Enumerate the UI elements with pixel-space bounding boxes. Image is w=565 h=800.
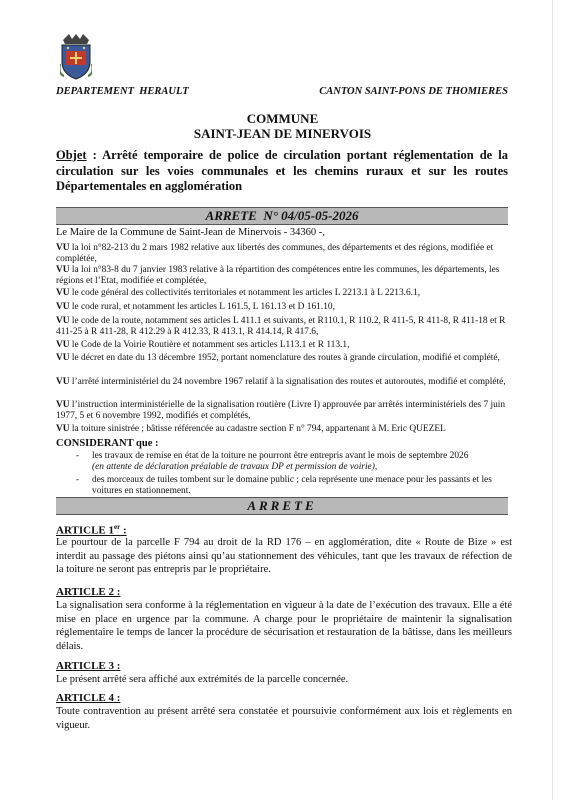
- vu-text: la toiture sinistrée ; bâtisse référencée au cadastre section F n° 794, appartenant à M. Eric QUEZEL: [69, 424, 446, 434]
- vu-item: [56, 302, 508, 313]
- arrete-banner: ARRETE: [56, 497, 508, 515]
- article-title-sup: er: [114, 523, 121, 531]
- article-body: Le pourtour de la parcelle F 794 au droit de la RD 176 – en agglomération, dite « Route de Bize » est interdit au passage des piétons ainsi qu’au stationnement des véhicules, tant que les travaux de réfection de la toiture ne seront pas entrepris par le propriétaire.: [56, 537, 512, 575]
- vu-text: le code rural, et notamment les articles L 161.5, L 161.13 et D 161.10,: [69, 302, 335, 312]
- department-label: DEPARTEMENT HERAULT: [56, 86, 189, 97]
- vu-item: [56, 424, 508, 435]
- vu-prefix: VU: [56, 424, 70, 434]
- vu-text: l’arrêté interministériel du 24 novembre 1967 relatif à la signalisation des routes et autoroutes, modifié et complété,: [69, 377, 506, 387]
- vu-text: la loi n°83-8 du 7 janvier 1983 relative à la répartition des compétences entre les communes, les départements, les régions et l’Etat, modifiée et complétée,: [56, 265, 500, 286]
- commune-title: [0, 111, 565, 141]
- vu-text: la loi n°82-213 du 2 mars 1982 relative aux libertés des communes, des départements et des régions, modifiée et complétée,: [56, 243, 494, 264]
- considerant-title: CONSIDERANT que :: [56, 438, 159, 449]
- bullet-dash: -: [76, 475, 80, 485]
- vu-text: le code général des collectivités territoriales et notamment les articles L 2213.1 à L 2213.6.1,: [69, 288, 421, 298]
- article-body: La signalisation sera conforme à la réglementation en vigueur à la date de l’exécution des travaux. Elle a été mise en place en urgence par la commune. A charge pour le propriétaire de maintenir la signalisation réglementaire le temps de lancer la procédure de sécurisation et restauration de la bâtisse, dans les meilleurs délais.: [56, 600, 512, 652]
- vu-item: [56, 288, 508, 299]
- vu-item: [56, 340, 508, 351]
- considerant-item: [76, 451, 512, 473]
- commune-line1: COMMUNE: [246, 111, 319, 126]
- vu-prefix: VU: [56, 302, 70, 312]
- objet-sep: :: [86, 148, 103, 162]
- considerant-text: les travaux de remise en état de la toiture ne pourront être entrepris avant le mois de septembre 2026: [92, 451, 469, 461]
- vu-prefix: VU: [56, 288, 70, 298]
- vu-item: [56, 353, 508, 364]
- article-title: ARTICLE 2 :: [56, 586, 121, 598]
- considerant-text: des morceaux de tuiles tombent sur le domaine public ; cela représente une menace pour les passants et les voitures en stationnement.: [92, 475, 492, 496]
- article-title: [56, 523, 127, 537]
- article-body: Le présent arrêté sera affiché aux extrémités de la parcelle concernée.: [56, 674, 349, 685]
- article-title: ARTICLE 3 :: [56, 660, 121, 672]
- vu-prefix: VU: [56, 377, 70, 387]
- bullet-dash: -: [76, 451, 80, 461]
- vu-text: l’instruction interministérielle de la signalisation routière (Livre I) approuvée par arrêtés interministériels des 7 juin 1977, 5 et 6 novembre 1992, modifiés et complétés,: [56, 400, 506, 421]
- objet-paragraph: [56, 148, 508, 195]
- vu-item: [56, 243, 508, 265]
- vu-prefix: VU: [56, 353, 70, 363]
- coat-of-arms-icon: [60, 34, 92, 80]
- vu-item: [56, 316, 508, 338]
- vu-prefix: VU: [56, 400, 70, 410]
- vu-text: le Code de la Voirie Routière et notamment ses articles L113.1 et R 113.1,: [69, 340, 350, 350]
- vu-text: le code de la route, notamment ses articles L 411.1 et suivants, et R110.1, R 110.2, R 411-5, R 411-8, R 411-18 et R 411-25 à R 411-28, R 412.29 à R 412.33, R 413.1, R 414.14, R 417.6,: [56, 316, 506, 337]
- vu-item: [56, 265, 508, 287]
- vu-item: [56, 400, 508, 422]
- objet-text: Arrêté temporaire de police de circulation portant réglementation de la circulation sur les voies communales et les chemins ruraux et sur les routes Départementales en agglomération: [56, 148, 508, 193]
- considerant-item: [76, 475, 512, 497]
- vu-prefix: VU: [56, 316, 70, 326]
- article-title-suffix: :: [120, 524, 127, 537]
- vu-prefix: VU: [56, 243, 70, 253]
- maire-line: Le Maire de la Commune de Saint-Jean de Minervois - 34360 -,: [56, 227, 325, 238]
- commune-line2: SAINT-JEAN DE MINERVOIS: [193, 126, 372, 141]
- considerant-note: (en attente de déclaration préalable de travaux DP et permission de voirie),: [92, 462, 378, 472]
- article-title: ARTICLE 4 :: [56, 692, 121, 704]
- article-body: Toute contravention au présent arrêté sera constatée et poursuivie conformément aux lois et règlements en vigueur.: [56, 706, 512, 731]
- arrete-number-banner: ARRETE N° 04/05-05-2026: [56, 207, 508, 225]
- vu-prefix: VU: [56, 340, 70, 350]
- article-title-text: ARTICLE 1: [56, 524, 114, 537]
- objet-label: Objet: [56, 148, 87, 162]
- vu-text: le décret en date du 13 décembre 1952, portant nomenclature des routes à grande circulation, modifié et complété,: [69, 353, 500, 363]
- vu-item: [56, 377, 508, 388]
- canton-label: CANTON SAINT-PONS DE THOMIERES: [319, 86, 508, 97]
- vu-prefix: VU: [56, 265, 70, 275]
